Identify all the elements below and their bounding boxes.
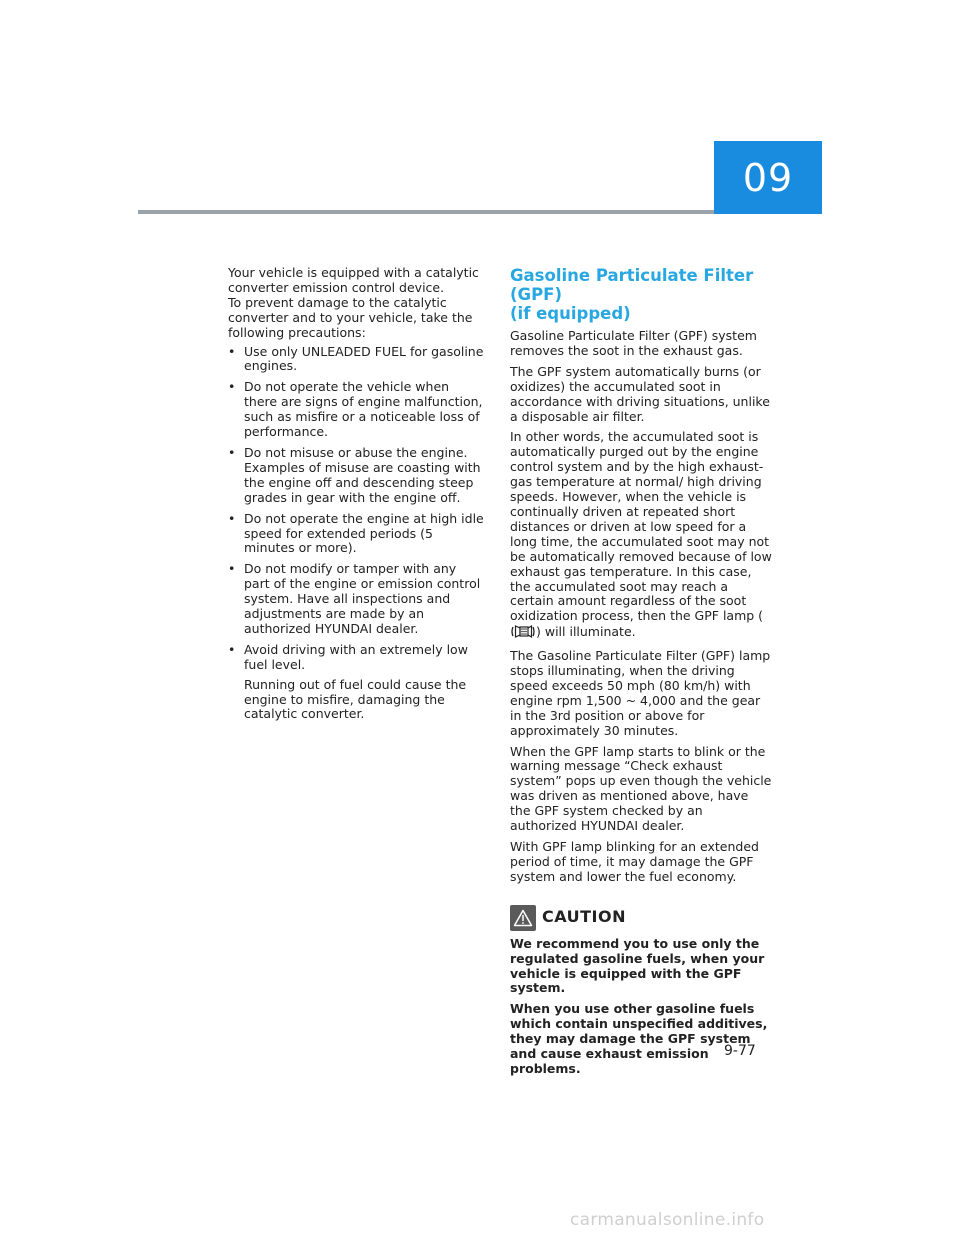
list-item-text: Avoid driving with an extremely low fuel level. [244,641,468,672]
intro-text [228,266,484,341]
bullet-icon: • [228,343,236,359]
header-rule [138,210,714,214]
caution-label: CAUTION [542,907,626,927]
list-item-text: Use only UNLEADED FUEL for gasoline engines. [244,343,484,374]
bullet-icon: • [228,510,236,526]
right-column [510,266,772,1083]
paragraph-text: ) will illuminate. [536,624,636,640]
bullet-icon: • [228,561,236,577]
chapter-tab [714,141,822,214]
warning-triangle-icon [510,905,536,931]
chapter-number: 09 [742,155,794,200]
list-item-text: Do not operate the vehicle when there are signs of engine malfunction, such as misfire or a noticeable loss of performance. [244,379,483,440]
section-title-line-2: (if equipped) [510,304,631,323]
list-item [228,446,484,506]
section-title-line-1: Gasoline Particulate Filter (GPF) [510,266,754,304]
list-item [228,345,484,375]
bullet-icon: • [228,444,236,460]
list-item [228,380,484,440]
paragraph: The GPF system automatically burns (or oxidizes) the accumulated soot in accordance with driving situations, unlike a disposable air filter. [510,363,770,424]
list-item-text: Do not misuse or abuse the engine. Examples of misuse are coasting with the engine off and descending steep grades in gear with the engine off. [244,444,481,505]
paragraph: When the GPF lamp starts to blink or the warning message “Check exhaust system” pops up even though the vehicle was driven as mentioned above, have the GPF system checked by an authorized HYUNDAI dealer. [510,743,772,834]
caution-header [510,905,772,931]
watermark: carmanualsonline.info [570,1210,765,1230]
precautions-list [228,345,484,723]
section-title [510,266,772,323]
bullet-icon: • [228,641,236,657]
paragraph: The Gasoline Particulate Filter (GPF) lamp stops illuminating, when the driving speed exceeds 50 mph (80 km/h) with engine rpm 1,500 ~ 4,000 and the gear in the 3rd position or above for approximately 30 minutes. [510,648,771,738]
intro-line-2: To prevent damage to the catalytic converter and to your vehicle, take the following precautions: [228,294,473,340]
intro-line-1: Your vehicle is equipped with a catalytic converter emission control device. [228,265,479,295]
list-item [228,562,484,637]
list-item [228,512,484,557]
paragraph: With GPF lamp blinking for an extended period of time, it may damage the GPF system and lower the fuel economy. [510,839,759,884]
paragraph-text: In other words, the accumulated soot is automatically purged out by the engine control system and by the high exhaust-gas temperature at normal/ high driving speeds. However, when the vehicle is continually driven at repeated short distances or driven at low speed for a long time, the accumulated soot may not be automatically removed because of low exhaust gas temperature. In this case, the accumulated soot may reach a certain amount regardless of the soot oxidization process, then the GPF lamp ( [510,429,772,624]
list-item-text: Do not operate the engine at high idle speed for extended periods (5 minutes or more). [244,510,484,556]
paragraph [510,430,772,643]
left-column [228,266,484,728]
bullet-icon: • [228,379,236,395]
caution-text: When you use other gasoline fuels which contain unspecified additives, they may damage the GPF system and cause exhaust emission problems. [510,1001,768,1076]
paragraph: Gasoline Particulate Filter (GPF) system removes the soot in the exhaust gas. [510,328,757,358]
list-item-text: Do not modify or tamper with any part of the engine or emission control system. Have all inspections and adjustments are made by an authorized HYUNDAI dealer. [244,561,481,636]
list-item [228,643,484,723]
caution-text: We recommend you to use only the regulated gasoline fuels, when your vehicle is equipped with the GPF system. [510,935,765,996]
gpf-lamp-icon [511,624,535,643]
page-number: 9-77 [724,1043,756,1059]
list-item-subtext: Running out of fuel could cause the engine to misfire, damaging the catalytic converter. [244,676,467,722]
